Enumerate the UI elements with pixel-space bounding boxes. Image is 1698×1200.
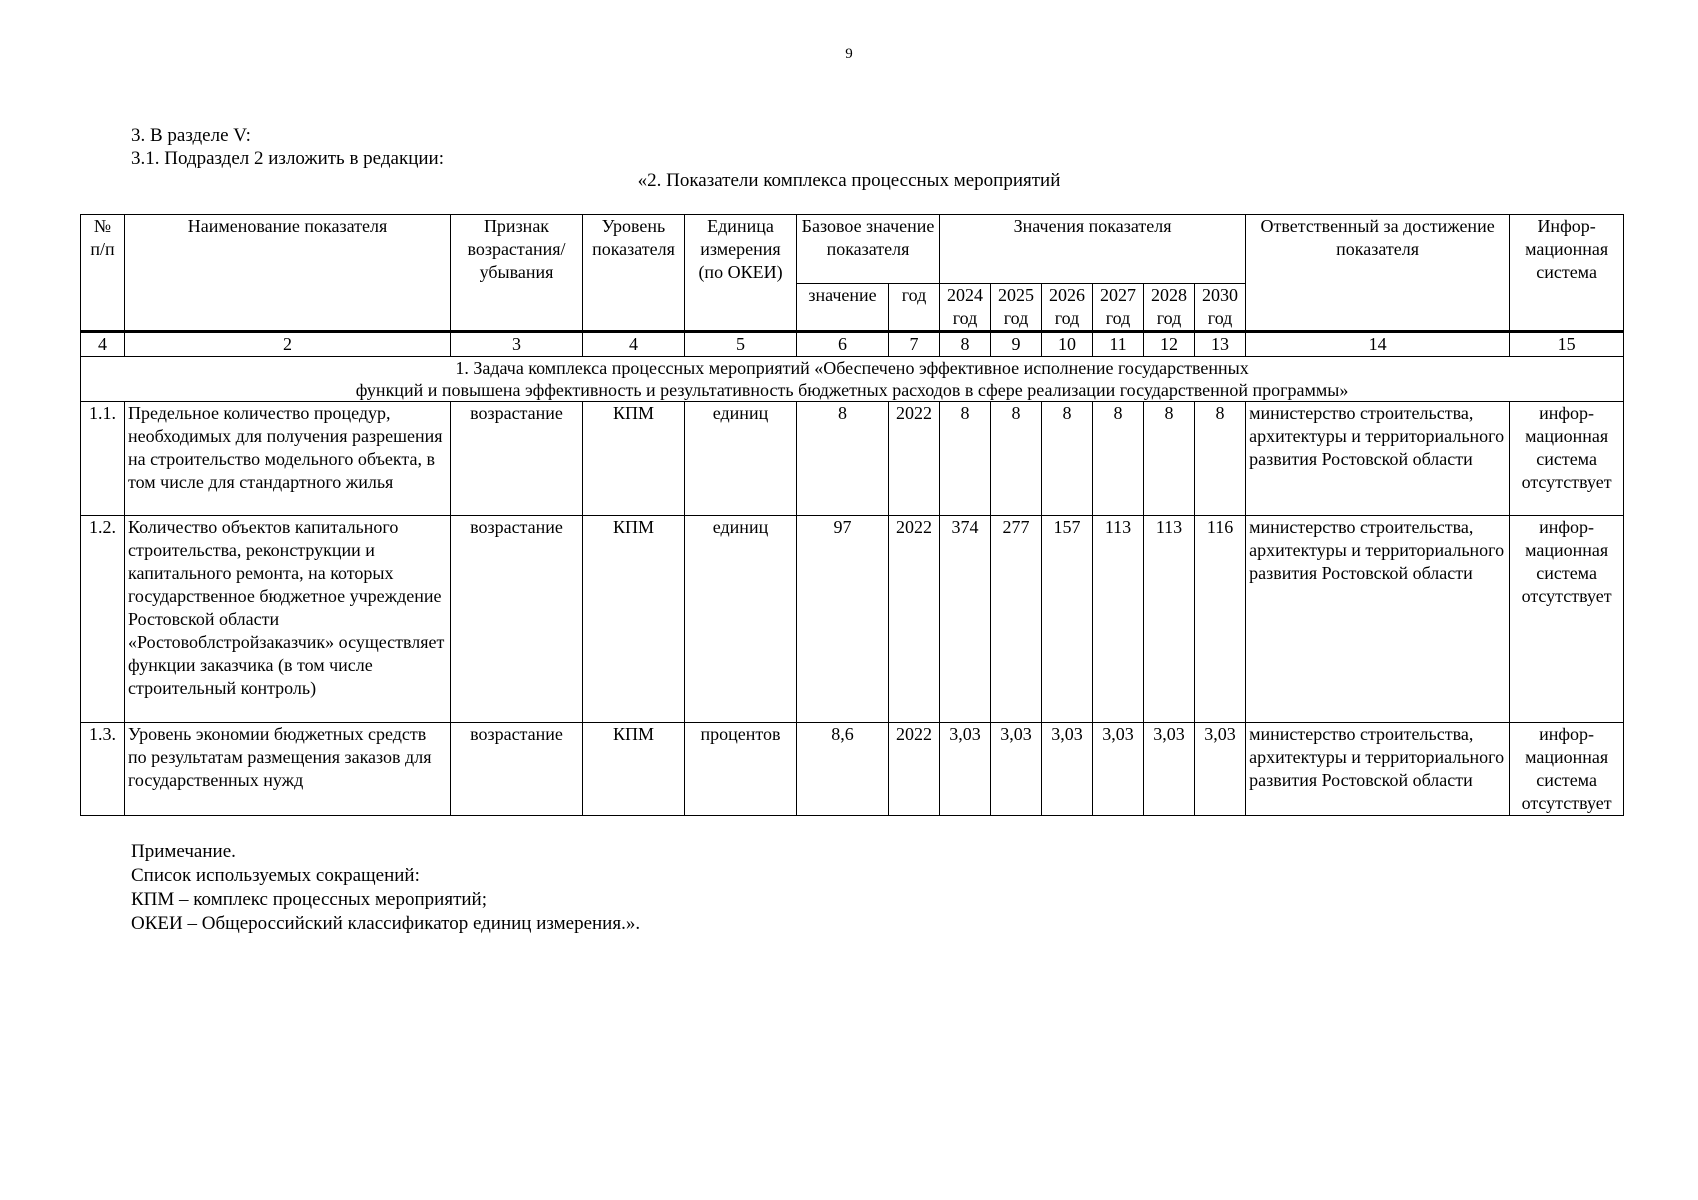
notes-line: ОКЕИ – Общероссийский классификатор единиц измерения.». xyxy=(131,913,641,934)
intro-line-section: 3. В разделе V: xyxy=(131,125,251,146)
header-year-2026: 2026 год xyxy=(1042,284,1093,332)
colnum-cell: 5 xyxy=(685,332,797,357)
row-responsible: министерство строительства, архитектуры и территориального развития Ростовской области xyxy=(1246,402,1510,516)
task-title xyxy=(81,357,1624,402)
row-value-2025: 277 xyxy=(991,516,1042,723)
task-title-line: функций и повышена эффективность и результативность бюджетных расходов в сфере реализации государственной программы» xyxy=(355,380,1349,400)
row-num: 1.3. xyxy=(81,723,125,816)
colnum-cell: 3 xyxy=(451,332,583,357)
header-info-system: Инфор-мационная система xyxy=(1510,215,1624,332)
row-trend: возрастание xyxy=(451,402,583,516)
row-value-2025: 8 xyxy=(991,402,1042,516)
row-info-system: инфор-мационная система отсутствует xyxy=(1510,723,1624,816)
row-base-value: 8 xyxy=(797,402,889,516)
notes-title: Примечание. xyxy=(131,841,236,862)
column-numbers-row xyxy=(81,332,1624,357)
header-base: Базовое значение показателя xyxy=(797,215,940,284)
header-trend: Признак возрастания/ убывания xyxy=(451,215,583,332)
row-responsible: министерство строительства, архитектуры и территориального развития Ростовской области xyxy=(1246,516,1510,723)
header-responsible: Ответственный за достижение показателя xyxy=(1246,215,1510,332)
row-unit: процентов xyxy=(685,723,797,816)
row-value-2027: 113 xyxy=(1093,516,1144,723)
row-level: КПМ xyxy=(583,402,685,516)
page-number: 9 xyxy=(845,46,853,62)
table-row xyxy=(81,516,1624,723)
table-row xyxy=(81,402,1624,516)
row-name: Количество объектов капитального строительства, реконструкции и капитального ремонта, на которых государственное бюджетное учреждение Ростовской области «Ростовоблстройзаказчик» осуществляет функции заказчика (в том числе строительный контроль) xyxy=(125,516,451,723)
colnum-cell: 15 xyxy=(1510,332,1624,357)
row-value-2028: 8 xyxy=(1144,402,1195,516)
row-unit: единиц xyxy=(685,402,797,516)
colnum-cell: 8 xyxy=(940,332,991,357)
row-num: 1.1. xyxy=(81,402,125,516)
row-value-2024: 374 xyxy=(940,516,991,723)
colnum-cell: 4 xyxy=(583,332,685,357)
colnum-cell: 6 xyxy=(797,332,889,357)
header-row-top xyxy=(81,215,1624,284)
table-caption: «2. Показатели комплекса процессных мероприятий xyxy=(637,170,1061,191)
row-value-2024: 3,03 xyxy=(940,723,991,816)
row-responsible: министерство строительства, архитектуры и территориального развития Ростовской области xyxy=(1246,723,1510,816)
indicators-table xyxy=(80,214,1624,816)
row-level: КПМ xyxy=(583,723,685,816)
row-value-2027: 3,03 xyxy=(1093,723,1144,816)
colnum-cell: 7 xyxy=(889,332,940,357)
row-base-value: 97 xyxy=(797,516,889,723)
header-base-value: значение xyxy=(797,284,889,332)
header-year-2025: 2025 год xyxy=(991,284,1042,332)
colnum-cell: 4 xyxy=(81,332,125,357)
row-level: КПМ xyxy=(583,516,685,723)
colnum-cell: 9 xyxy=(991,332,1042,357)
row-name: Предельное количество процедур, необходимых для получения разрешения на строительство модельного объекта, в том числе для стандартного жилья xyxy=(125,402,451,516)
row-value-2030: 8 xyxy=(1195,402,1246,516)
colnum-cell: 13 xyxy=(1195,332,1246,357)
row-info-system: инфор-мационная система отсутствует xyxy=(1510,402,1624,516)
header-year-2030: 2030 год xyxy=(1195,284,1246,332)
row-value-2030: 116 xyxy=(1195,516,1246,723)
table-row xyxy=(81,723,1624,816)
row-value-2027: 8 xyxy=(1093,402,1144,516)
row-value-2028: 3,03 xyxy=(1144,723,1195,816)
header-base-year: год xyxy=(889,284,940,332)
row-value-2028: 113 xyxy=(1144,516,1195,723)
colnum-cell: 14 xyxy=(1246,332,1510,357)
row-unit: единиц xyxy=(685,516,797,723)
header-year-2027: 2027 год xyxy=(1093,284,1144,332)
row-value-2030: 3,03 xyxy=(1195,723,1246,816)
header-values: Значения показателя xyxy=(940,215,1246,284)
colnum-cell: 11 xyxy=(1093,332,1144,357)
task-row xyxy=(81,357,1624,402)
row-trend: возрастание xyxy=(451,723,583,816)
header-level: Уровень показателя xyxy=(583,215,685,332)
header-year-2024: 2024 год xyxy=(940,284,991,332)
intro-text xyxy=(131,124,444,170)
colnum-cell: 2 xyxy=(125,332,451,357)
notes-line: КПМ – комплекс процессных мероприятий; xyxy=(131,889,487,910)
header-num: № п/п xyxy=(81,215,125,332)
row-base-year: 2022 xyxy=(889,516,940,723)
colnum-cell: 12 xyxy=(1144,332,1195,357)
row-info-system: инфор-мационная система отсутствует xyxy=(1510,516,1624,723)
row-num: 1.2. xyxy=(81,516,125,723)
row-value-2025: 3,03 xyxy=(991,723,1042,816)
row-base-year: 2022 xyxy=(889,402,940,516)
header-name: Наименование показателя xyxy=(125,215,451,332)
intro-line-subsection: 3.1. Подраздел 2 изложить в редакции: xyxy=(131,148,444,169)
header-unit: Единица измерения (по ОКЕИ) xyxy=(685,215,797,332)
row-base-year: 2022 xyxy=(889,723,940,816)
header-year-2028: 2028 год xyxy=(1144,284,1195,332)
row-name: Уровень экономии бюджетных средств по результатам размещения заказов для государственных нужд xyxy=(125,723,451,816)
task-title-line: 1. Задача комплекса процессных мероприятий «Обеспечено эффективное исполнение государственных xyxy=(455,358,1249,378)
row-trend: возрастание xyxy=(451,516,583,723)
colnum-cell: 10 xyxy=(1042,332,1093,357)
row-value-2026: 8 xyxy=(1042,402,1093,516)
notes-line: Список используемых сокращений: xyxy=(131,865,420,886)
row-value-2026: 3,03 xyxy=(1042,723,1093,816)
row-value-2024: 8 xyxy=(940,402,991,516)
row-base-value: 8,6 xyxy=(797,723,889,816)
row-value-2026: 157 xyxy=(1042,516,1093,723)
notes-block xyxy=(131,840,640,936)
